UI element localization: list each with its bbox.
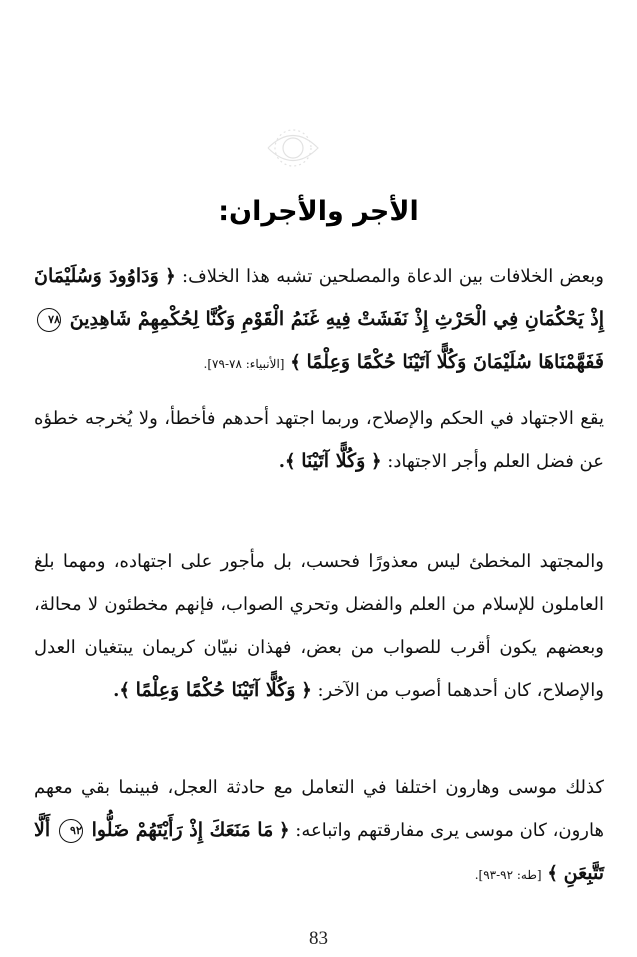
quran-close-bracket: ﴾: [547, 863, 558, 884]
ayah-number-78: ٧٨: [37, 308, 61, 332]
paragraph-2: [34, 397, 604, 483]
quran-verse-taha-92: مَا مَنَعَكَ إِذْ رَأَيْتَهُمْ ضَلُّوا: [91, 819, 274, 841]
ayah-number-92: ٩٢: [59, 819, 83, 843]
faded-ornament-icon: [258, 118, 328, 178]
section-heading: الأجر والأجران:: [218, 196, 419, 227]
page-number: 83: [309, 928, 328, 949]
quran-close-bracket: ﴾: [290, 352, 301, 373]
verse-citation: [الأنبياء: ٧٨-٧٩].: [203, 357, 285, 371]
quran-close-bracket: ﴾.: [113, 680, 130, 701]
paragraph-3-text: والمجتهد المخطئ ليس معذورًا فحسب، بل مأجور على اجتهاده، ومهما بلغ العاملون للإسلام من العلم والفضل وتحري الصواب، فإنهم مخطئون لا محالة، وبعضهم يكون أقرب للصواب من بعض، فهذان نبيّان كريمان يبتغيان العدل والإصلاح، كان أحدهما أصوب من الآخر:: [34, 551, 604, 701]
verse-citation: [طه: ٩٢-٩٣].: [474, 868, 542, 882]
paragraph-4: [34, 766, 604, 897]
quran-verse-excerpt: وَكُلًّا آتَيْنَا حُكْمًا وَعِلْمًا: [135, 679, 296, 701]
quran-open-bracket: ﴿: [279, 820, 290, 841]
quran-verse-anbiya-78: وَدَاوُودَ وَسُلَيْمَانَ إِذْ يَحْكُمَانِ فِي الْحَرْثِ إِذْ نَفَشَتْ فِيهِ غَنَمُ الْقَوْمِ وَكُنَّا لِحُكْمِهِمْ شَاهِدِينَ: [34, 265, 604, 330]
paragraph-3: [34, 540, 604, 712]
quran-verse-anbiya-79: فَفَهَّمْنَاهَا سُلَيْمَانَ وَكُلًّا آتَيْنَا حُكْمًا وَعِلْمًا: [306, 351, 604, 373]
quran-open-bracket: ﴿: [165, 266, 176, 287]
quran-verse-taha-93: أَلَّا تَتَّبِعَنِ: [34, 819, 604, 884]
quran-close-bracket: ﴾.: [278, 451, 296, 472]
paragraph-1-text: وبعض الخلافات بين الدعاة والمصلحين تشبه هذا الخلاف:: [182, 266, 604, 287]
paragraph-1: [34, 255, 604, 386]
quran-open-bracket: ﴿: [301, 680, 312, 701]
quran-open-bracket: ﴿: [370, 451, 382, 472]
paragraph-4-text: كذلك موسى وهارون اختلفا في التعامل مع حادثة العجل، فبينما بقي معهم هارون، كان موسى يرى مفارقتهم واتباعه:: [34, 777, 604, 841]
paragraph-2-text: يقع الاجتهاد في الحكم والإصلاح، وربما اجتهد أحدهم فأخطأ، ولا يُخرجه خطؤه عن فضل العلم وأجر الاجتهاد:: [34, 408, 604, 472]
quran-verse-excerpt: وَكُلًّا آتَيْنَا: [301, 450, 366, 472]
